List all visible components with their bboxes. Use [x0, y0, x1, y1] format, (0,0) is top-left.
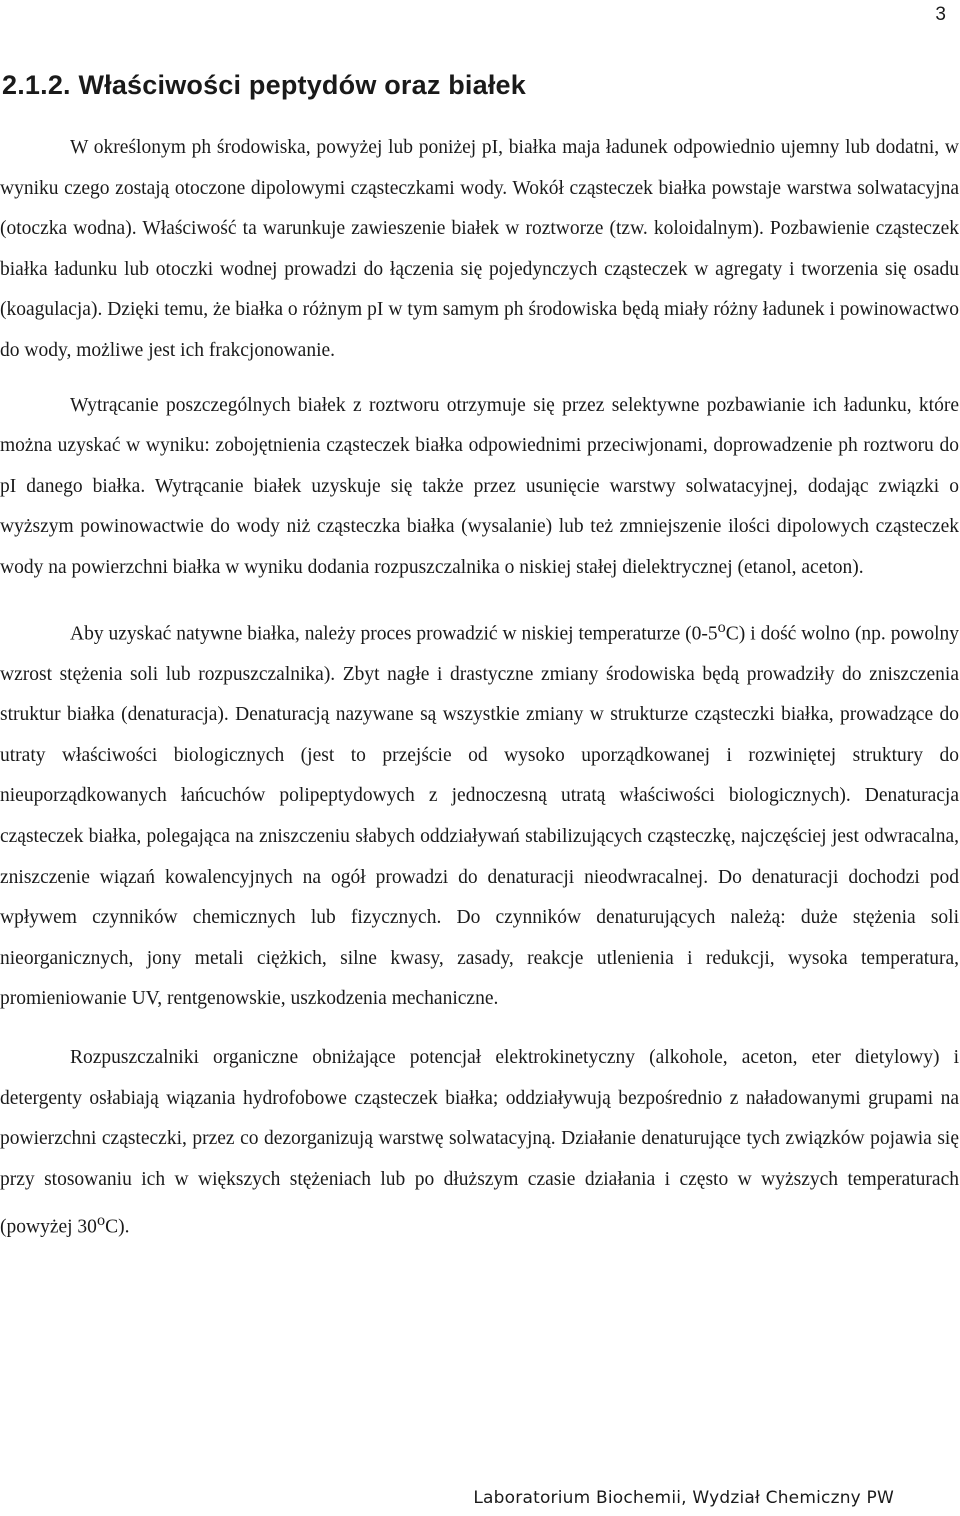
paragraph-text: Aby uzyskać natywne białka, należy proces prowadzić w niskiej temperaturze (0-5: [70, 623, 718, 645]
paragraph-denaturation: [0, 607, 959, 1020]
document-body: [0, 128, 959, 1262]
section-heading: 2.1.2. Właściwości peptydów oraz białek: [2, 70, 526, 100]
degree-superscript: o: [717, 617, 726, 636]
paragraph-organic-solvents: [0, 1038, 959, 1248]
paragraph-precipitation: Wytrącanie poszczególnych białek z roztworu otrzymuje się przez selektywne pozbawianie ich ładunku, które można uzyskać w wyniku: zobojętnienia cząsteczek białka odpowiednimi przeciwjonami, doprowadzenie ph roztworu do pI danego białka. Wytrącanie białek uzyskuje się także przez usunięcie warstwy solwatacyjnej, dodając związki o wyższym powinowactwie do wody niż cząsteczka białka (wysalanie) lub też zmniejszenie ilości dipolowych cząsteczek wody na powierzchni białka w wyniku dodania rozpuszczalnika o niskiej stałej dielektrycznej (etanol, aceton).: [0, 394, 959, 578]
page-footer: Laboratorium Biochemii, Wydział Chemiczny PW: [473, 1488, 894, 1508]
paragraph-text: C).: [105, 1216, 130, 1238]
paragraph-text: Rozpuszczalniki organiczne obniżające potencjał elektrokinetyczny (alkohole, aceton, eter dietylowy) i detergenty osłabiają wiązania hydrofobowe cząsteczek białka; oddziaływują bezpośrednio z naładowanymi grupami na powierzchni cząsteczki, przez co dezorganizują warstwę solwatacyjną. Działanie denaturujące tych związków pojawia się przy stosowaniu ich w większych stężeniach lub po dłuższym czasie działania i często w wyższych temperaturach (powyżej 30: [0, 1046, 959, 1238]
page-number: 3: [935, 4, 946, 25]
paragraph-ph-and-charge: W określonym ph środowiska, powyżej lub poniżej pI, białka maja ładunek odpowiednio ujemny lub dodatni, w wyniku czego zostają otoczone dipolowymi cząsteczkami wody. Wokół cząsteczek białka powstaje warstwa solwatacyjna (otoczka wodna). Właściwość ta warunkuje zawieszenie białek w roztworze (tzw. koloidalnym). Pozbawienie cząsteczek białka ładunku lub otoczki wodnej prowadzi do łączenia się pojedynczych cząsteczek w agregaty i tworzenia się osadu (koagulacja). Dzięki temu, że białka o różnym pI w tym samym ph środowiska będą miały różny ładunek i powinowactwo do wody, możliwe jest ich frakcjonowanie.: [0, 137, 959, 361]
degree-superscript: o: [96, 1211, 106, 1230]
paragraph-text: C) i dość wolno (np. powolny wzrost stężenia soli lub rozpuszczalnika). Zbyt nagłe i drastyczne zmiany środowiska będą prowadziły do zniszczenia struktur białka (denaturacja). Denaturacją nazywane są wszystkie zmiany w strukturze cząsteczki białka, prowadzące do utraty właściwości biologicznych (jest to przejście od wysoko uporządkowanej i rozwiniętej struktury do nieuporządkowanych łańcuchów polipeptydowych z jednoczesną utratą właściwości biologicznych). Denaturacja cząsteczek białka, polegająca na zniszczeniu słabych oddziaływań stabilizujących cząsteczkę, najczęściej jest odwracalna, zniszczenie wiązań kowalencyjnych na ogół prowadzi do denaturacji nieodwracalnej. Do denaturacji dochodzi pod wpływem czynników chemicznych lub fizycznych. Do czynników denaturujących należą: duże stężenia soli nieorganicznych, jony metali ciężkich, silne kwasy, zasady, reakcje utlenienia i redukcji, wysoka temperatura, promieniowanie UV, rentgenowskie, uszkodzenia mechaniczne.: [0, 623, 959, 1010]
